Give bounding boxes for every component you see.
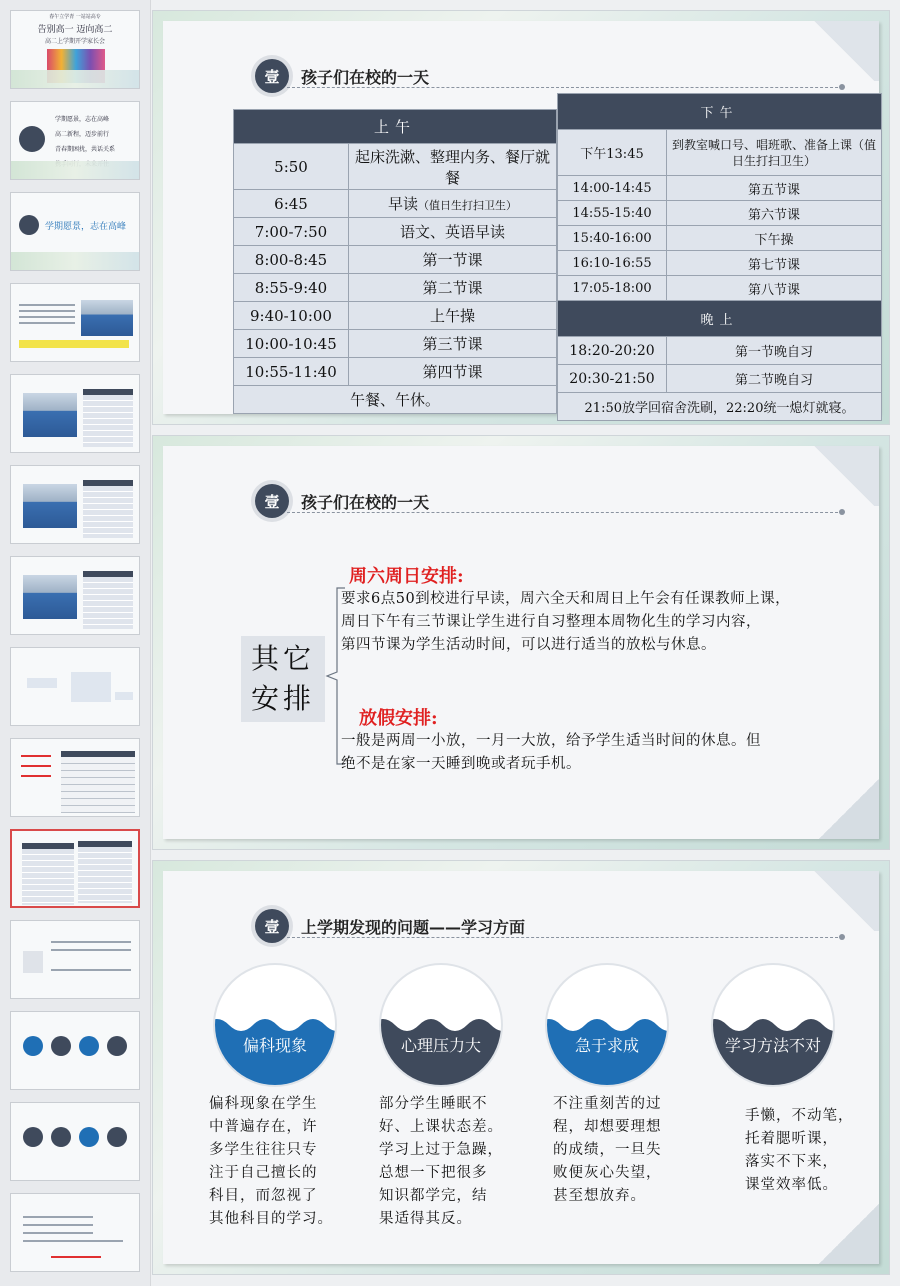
- decorative-corner: [809, 446, 879, 506]
- activity-cell: 起床洗漱、整理内务、餐厅就餐: [349, 144, 557, 190]
- holiday-title: 放假安排:: [359, 708, 438, 729]
- thumb-wash: [11, 252, 139, 270]
- text-line: 学习上过于急躁，: [379, 1142, 503, 1158]
- thumb-contents-icon: [19, 126, 45, 152]
- thumb-text-line: [51, 949, 131, 951]
- thumb-text-line: [19, 310, 75, 312]
- thumb-text-line: [23, 1216, 93, 1218]
- evening-header: 晚上: [558, 301, 882, 337]
- problem-label: 偏科现象: [242, 1036, 307, 1055]
- thumb-table: [22, 843, 74, 905]
- thumb-circle: [23, 1127, 43, 1147]
- slide-thumbnail-13[interactable]: [10, 1102, 140, 1181]
- problem-circle-impatience: [547, 965, 667, 1085]
- decorative-corner: [819, 779, 879, 839]
- thumb-text-line: [19, 316, 75, 318]
- activity-cell: 第一节课: [349, 246, 557, 274]
- title-divider: [287, 87, 843, 88]
- activity-note: （值日生打扫卫生）: [418, 199, 517, 212]
- problem-label: 学习方法不对: [724, 1036, 821, 1055]
- activity-cell: [667, 130, 882, 176]
- thumb-red-text: [21, 775, 51, 777]
- activity-cell: 第二节课: [349, 274, 557, 302]
- slide-thumbnail-12[interactable]: [10, 1011, 140, 1090]
- time-cell: 10:00-10:45: [234, 330, 349, 358]
- activity-note: （值日生打扫卫生）: [731, 137, 877, 168]
- slide-thumbnail-11[interactable]: [10, 920, 140, 999]
- time-cell: 14:00-14:45: [558, 176, 667, 201]
- slide-title: 孩子们在校的一天: [301, 493, 430, 512]
- time-cell: 5:50: [234, 144, 349, 190]
- slide-thumbnail-panel: [0, 0, 151, 1286]
- slide-other-arrangements[interactable]: [152, 435, 890, 850]
- text-line: 托着腮听课，: [745, 1131, 838, 1147]
- time-cell: 17:05-18:00: [558, 276, 667, 301]
- thumb-text-line: [23, 1224, 93, 1226]
- text-line: 要求6点50到校进行早读，周六全天和周日上午会有任课教师上课，: [341, 591, 791, 607]
- decorative-corner: [809, 871, 879, 931]
- thumb-photo: [23, 575, 77, 619]
- thumb-circle: [79, 1036, 99, 1056]
- title-divider: [287, 512, 843, 513]
- thumb-text-line: [51, 941, 131, 943]
- thumb-red-text: [21, 765, 51, 767]
- section-badge: 壹: [255, 484, 289, 518]
- thumb-text-line: [19, 304, 75, 306]
- slide-panel: [163, 21, 879, 414]
- thumb-circle: [79, 1127, 99, 1147]
- evening-footer: 21:50放学回宿舍洗刷，22:20统一熄灯就寝。: [558, 393, 882, 421]
- text-line: 手懒，不动笔，: [745, 1108, 854, 1124]
- thumb-circle: [107, 1036, 127, 1056]
- text-line: 多学生往往只专: [209, 1142, 318, 1158]
- text-line: 部分学生睡眠不: [379, 1096, 488, 1112]
- weekend-description: [341, 588, 790, 657]
- slide-thumbnail-9[interactable]: [10, 738, 140, 817]
- text-line: 知识都学完，结: [379, 1188, 488, 1204]
- problem-label: 心理压力大: [400, 1036, 481, 1055]
- text-line: 第四节课为学生活动时间，可以进行适当的放松与休息。: [341, 637, 716, 653]
- activity-cell: 第五节课: [667, 176, 882, 201]
- morning-footer: 午餐、午休。: [234, 386, 557, 414]
- slide-thumbnail-5[interactable]: [10, 374, 140, 453]
- time-cell: 20:30-21:50: [558, 365, 667, 393]
- thumb-table: [78, 841, 132, 903]
- time-cell: 7:00-7:50: [234, 218, 349, 246]
- slide-title: 孩子们在校的一天: [301, 68, 430, 87]
- time-cell: 16:10-16:55: [558, 251, 667, 276]
- activity-cell: 第三节课: [349, 330, 557, 358]
- slide-study-problems[interactable]: [152, 860, 890, 1275]
- time-cell: 8:55-9:40: [234, 274, 349, 302]
- text-line: 周日下午有三节课让学生进行自习整理本周物化生的学习内容，: [341, 614, 761, 630]
- activity-cell: 第六节课: [667, 201, 882, 226]
- thumb-text-line: [19, 322, 75, 324]
- thumb-table: [83, 571, 133, 629]
- text-line: 中普遍存在，许: [209, 1119, 318, 1135]
- label-line: 其它: [250, 642, 315, 675]
- thumb-chat-bubble: [71, 672, 111, 702]
- slide-thumbnail-8[interactable]: [10, 647, 140, 726]
- activity-cell: 下午操: [667, 226, 882, 251]
- text-line: 甚至想放弃。: [553, 1188, 646, 1204]
- thumb-circle: [51, 1127, 71, 1147]
- time-cell: 18:20-20:20: [558, 337, 667, 365]
- problem-circle-method: [713, 965, 833, 1085]
- activity-text: 到教室喊口号、唱班歌、准备上课: [671, 137, 852, 152]
- activity-cell: 第二节晚自习: [667, 365, 882, 393]
- thumb-circle: [107, 1127, 127, 1147]
- slide-panel: [163, 871, 879, 1264]
- problem-description: [209, 1093, 333, 1231]
- thumb-circle: [51, 1036, 71, 1056]
- time-cell: 6:45: [234, 190, 349, 218]
- divider-dot: [839, 509, 845, 515]
- thumb-small-text: 春午立学青 一站站高专: [49, 14, 101, 20]
- thumb-wash: [11, 70, 139, 88]
- section-badge: 壹: [255, 909, 289, 943]
- slide-panel: [163, 446, 879, 839]
- text-line: 一般是两周一小放，一月一大放，给予学生适当时间的休息。但: [341, 733, 761, 749]
- thumb-highlight: [19, 340, 129, 348]
- thumb-table: [83, 389, 133, 447]
- text-line: 偏科现象在学生: [209, 1096, 318, 1112]
- slide-thumbnail-1[interactable]: [10, 10, 140, 89]
- thumb-photo: [81, 300, 133, 336]
- holiday-description: [341, 730, 761, 776]
- text-line: 的成绩，一旦失: [553, 1142, 662, 1158]
- time-cell: 14:55-15:40: [558, 201, 667, 226]
- weekend-title: 周六周日安排:: [349, 566, 464, 587]
- slide-daily-schedule[interactable]: [152, 10, 890, 425]
- text-line: 课堂效率低。: [745, 1177, 838, 1193]
- activity-cell: [349, 190, 557, 218]
- text-line: 绝不是在家一天睡到晚或者玩手机。: [341, 756, 581, 772]
- thumb-subtitle: 高二上学期开学家长会: [44, 38, 105, 45]
- time-cell: 15:40-16:00: [558, 226, 667, 251]
- activity-cell: 语文、英语早读: [349, 218, 557, 246]
- divider-dot: [839, 84, 845, 90]
- thumb-contents-item: 学期愿景，志在高峰: [55, 116, 110, 123]
- thumb-title: 学期愿景，志在高峰: [45, 222, 127, 232]
- thumb-contents-item: 青春期困扰，共话关系: [55, 146, 116, 153]
- label-line: 安排: [250, 682, 315, 715]
- problem-description: [553, 1093, 662, 1208]
- text-line: 败便灰心失望，: [553, 1165, 662, 1181]
- text-line: 注于自己擅长的: [209, 1165, 318, 1181]
- afternoon-evening-schedule-table: [557, 93, 882, 421]
- problem-description: [379, 1093, 503, 1231]
- other-arrangements-label: [241, 636, 325, 722]
- slide-thumbnail-4[interactable]: [10, 283, 140, 362]
- morning-schedule-table: [233, 109, 557, 414]
- slide-title: 上学期发现的问题——学习方面: [301, 918, 526, 937]
- text-line: 好、上课状态差。: [379, 1119, 503, 1135]
- thumb-table: [61, 751, 135, 813]
- thumb-chat-bubble: [27, 678, 57, 688]
- thumb-circle: [23, 1036, 43, 1056]
- time-cell: 9:40-10:00: [234, 302, 349, 330]
- thumb-badge: [19, 215, 39, 235]
- text-line: 落实不下来，: [745, 1154, 838, 1170]
- section-badge: 壹: [255, 59, 289, 93]
- activity-cell: 第七节课: [667, 251, 882, 276]
- text-line: 总想一下把很多: [379, 1165, 488, 1181]
- thumb-text-line: [51, 969, 131, 971]
- activity-cell: 上午操: [349, 302, 557, 330]
- slide-thumbnail-2[interactable]: [10, 101, 140, 180]
- thumb-red-text: [51, 1256, 101, 1258]
- thumb-red-text: [21, 755, 51, 757]
- thumb-text-line: [23, 1232, 93, 1234]
- slide-thumbnail-3[interactable]: [10, 192, 140, 271]
- morning-header: 上午: [234, 110, 557, 144]
- divider-dot: [839, 934, 845, 940]
- thumb-wash: [11, 161, 139, 179]
- problem-description: [745, 1105, 854, 1197]
- problem-circle-partiality: [215, 965, 335, 1085]
- afternoon-header: 下午: [558, 94, 882, 130]
- problem-label: 急于求成: [574, 1036, 639, 1055]
- thumb-photo: [23, 393, 77, 437]
- time-cell: 10:55-11:40: [234, 358, 349, 386]
- problem-circle-pressure: [381, 965, 501, 1085]
- decorative-corner: [819, 1204, 879, 1264]
- thumb-contents-item: 高二新程，迈步前行: [55, 131, 110, 138]
- activity-cell: 第一节晚自习: [667, 337, 882, 365]
- time-cell: 下午13:45: [558, 130, 667, 176]
- thumb-photo: [23, 484, 77, 528]
- decorative-corner: [809, 21, 879, 81]
- text-line: 不注重刻苦的过: [553, 1096, 662, 1112]
- activity-text: 早读: [387, 195, 418, 213]
- text-line: 科目，而忽视了: [209, 1188, 318, 1204]
- title-divider: [287, 937, 843, 938]
- text-line: 其他科目的学习。: [209, 1211, 333, 1227]
- text-line: 果适得其反。: [379, 1211, 472, 1227]
- thumb-title: 告别高一 迈向高二: [37, 25, 113, 35]
- time-cell: 8:00-8:45: [234, 246, 349, 274]
- thumb-text-line: [23, 1240, 123, 1242]
- slide-thumbnail-14[interactable]: [10, 1193, 140, 1272]
- text-line: 程，却想要理想: [553, 1119, 662, 1135]
- activity-cell: 第四节课: [349, 358, 557, 386]
- thumb-label-box: [23, 951, 43, 973]
- activity-cell: 第八节课: [667, 276, 882, 301]
- slide-thumbnail-7[interactable]: [10, 556, 140, 635]
- thumb-chat-bubble: [115, 692, 133, 700]
- slide-thumbnail-10-selected[interactable]: [10, 829, 140, 908]
- slide-thumbnail-6[interactable]: [10, 465, 140, 544]
- thumb-table: [83, 480, 133, 538]
